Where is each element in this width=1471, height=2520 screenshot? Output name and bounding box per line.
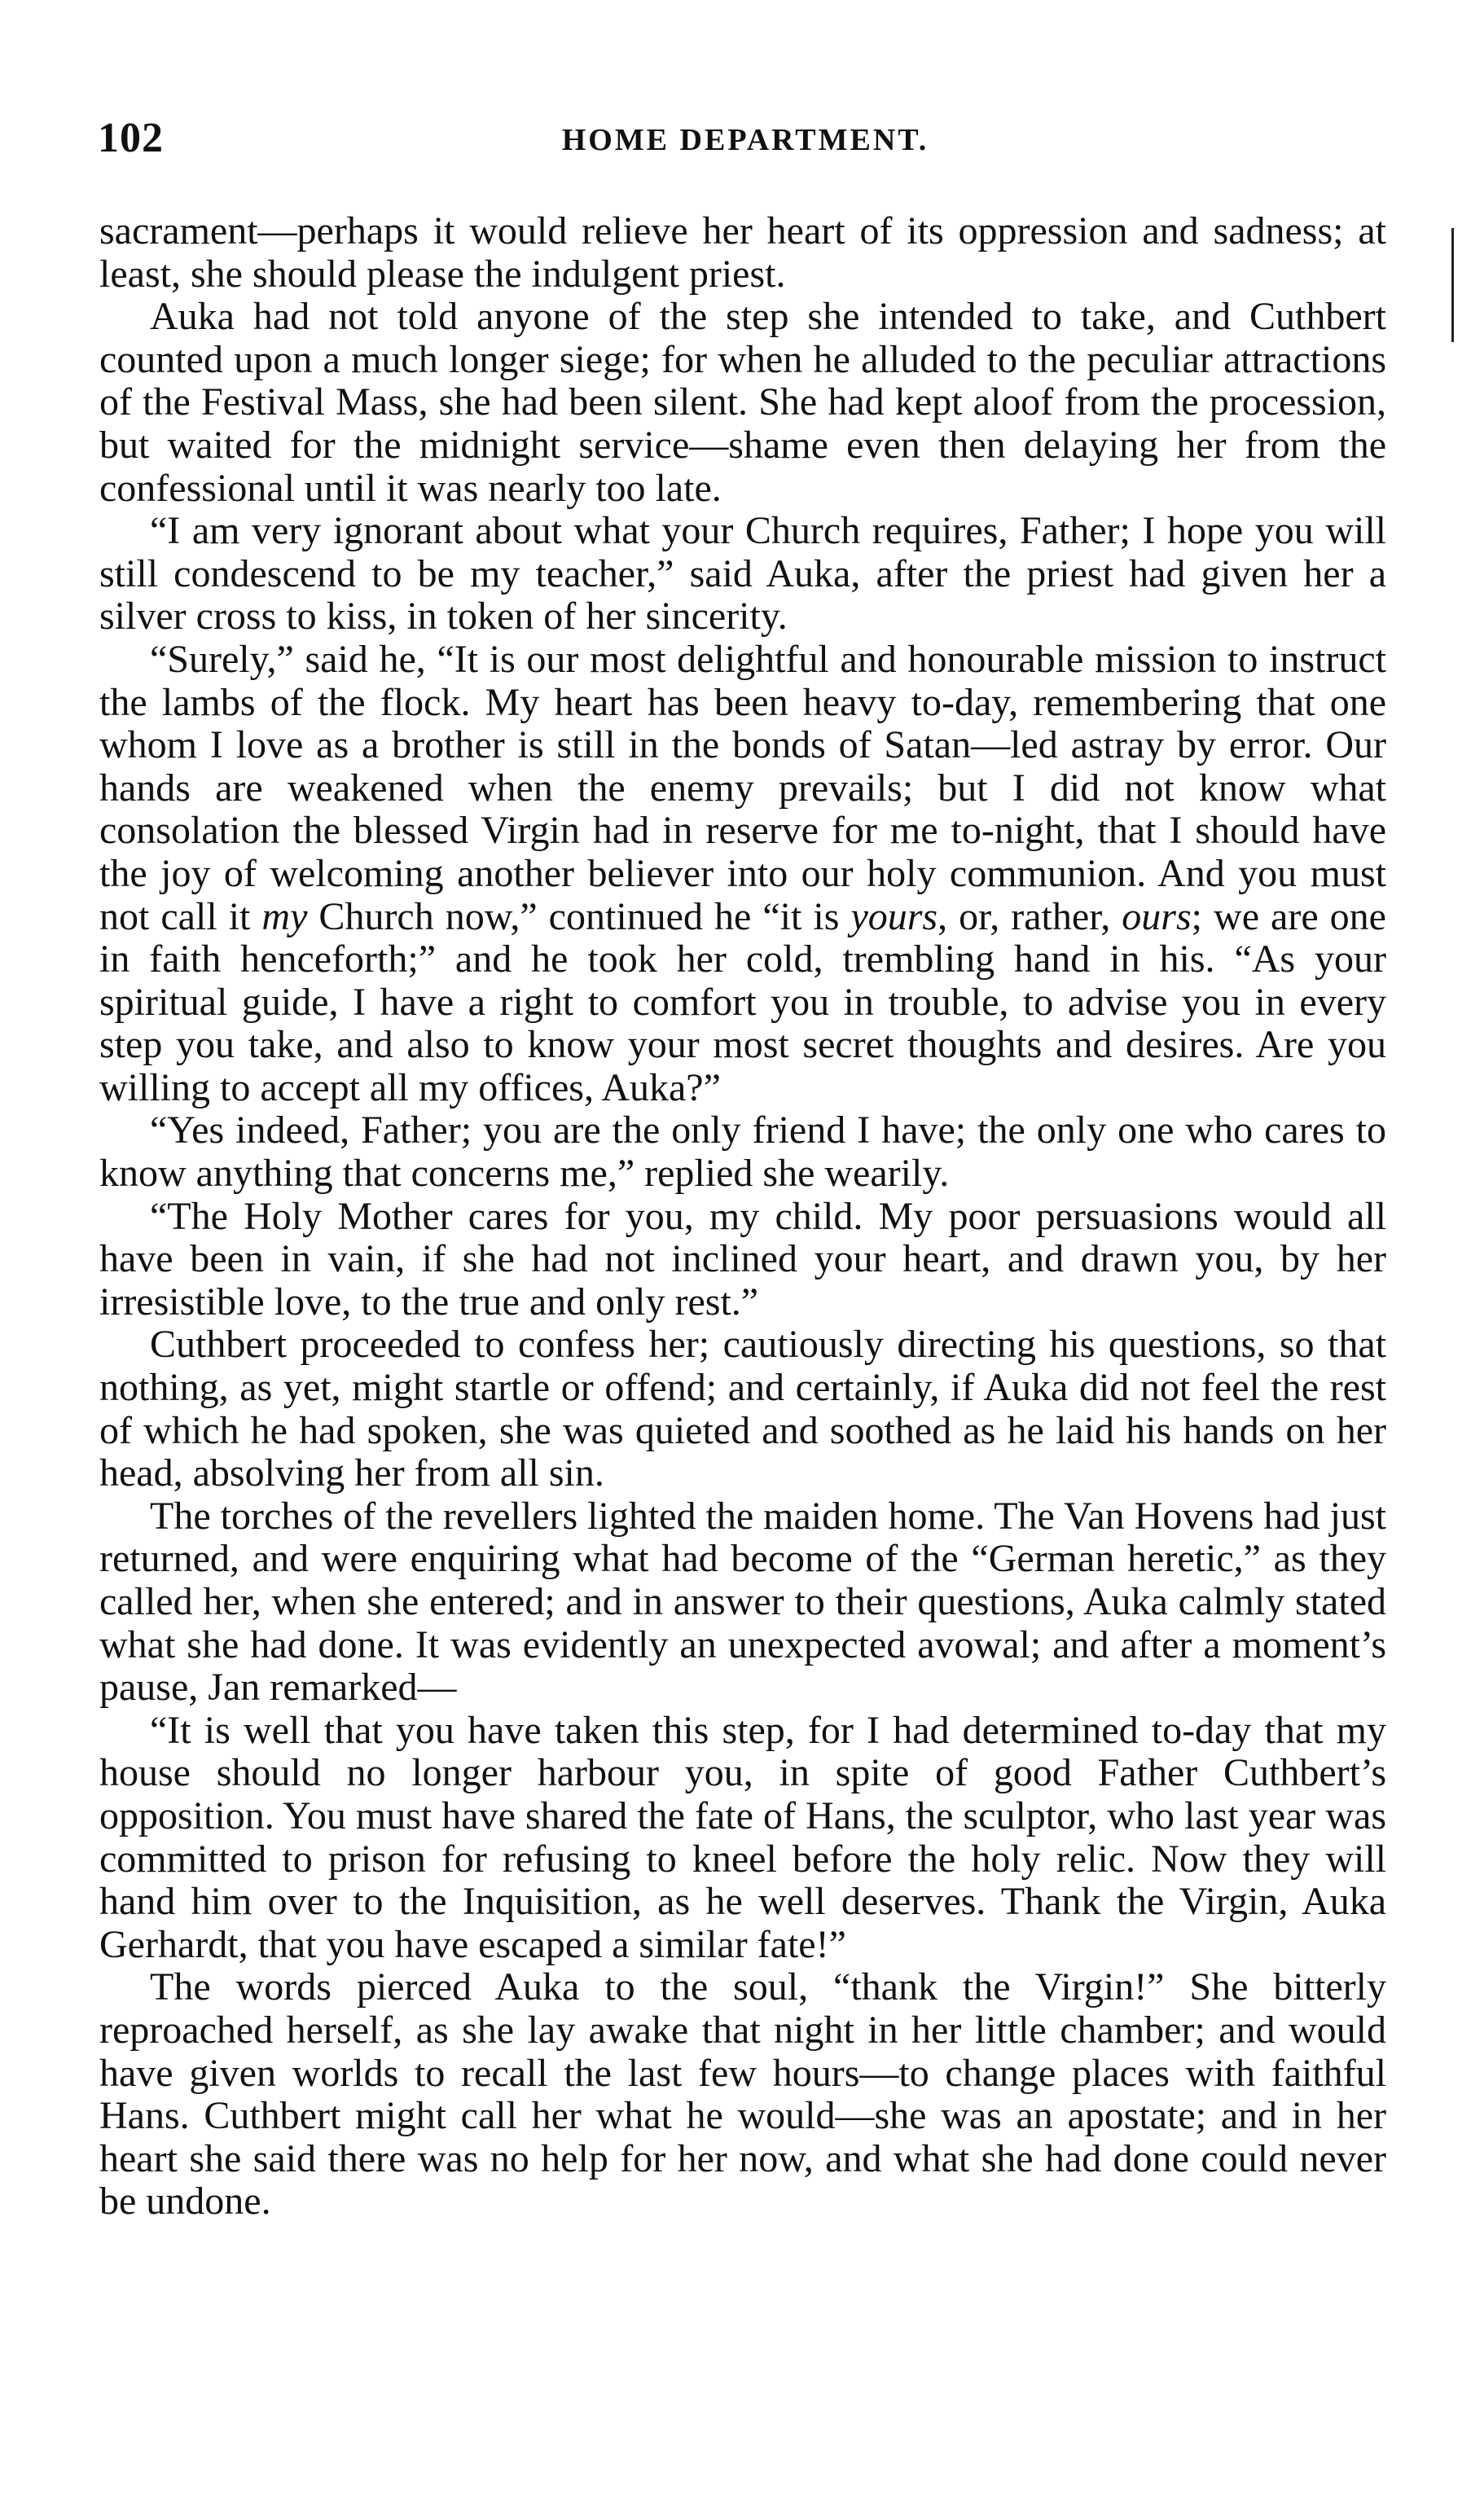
- margin-rule: [1451, 285, 1454, 342]
- paragraph: The words pierced Auka to the soul, “thank the Virgin!” She bitterly reproached herself, as she lay awake that night in her little chamber; and would have given worlds to recall the last few hours—to change places with faithful Hans. Cuthbert might call her what he would—she was an apostate; and in her heart she said there was no help for her now, and what she had done could never be undone.: [99, 1965, 1386, 2224]
- italic-text: yours: [850, 894, 938, 938]
- paragraph: Auka had not told anyone of the step she intended to take, and Cuthbert counted upon a much longer siege; for when he alluded to the peculiar attractions of the Festival Mass, she had been silent. She had kept aloof from the procession, but waited for the midnight service—shame even then delaying her from the confessional until it was nearly too late.: [99, 295, 1386, 510]
- paragraph: “I am very ignorant about what your Church requires, Father; I hope you will still condescend to be my teacher,” said Auka, after the priest had given her a silver cross to kiss, in token of her sincerity.: [99, 509, 1386, 639]
- paragraph: The torches of the revellers lighted the maiden home. The Van Hovens had just returned, and were enquiring what had become of the “German heretic,” as they called her, when she entered; and in answer to their questions, Auka calmly stated what she had done. It was evidently an unexpected avowal; and after a moment’s pause, Jan remarked—: [99, 1494, 1386, 1710]
- body-text: [99, 210, 1386, 2224]
- paragraph: “The Holy Mother cares for you, my child. My poor persuasions would all have been in vain, if she had not inclined your heart, and drawn you, by her irresistible love, to the true and only rest.”: [99, 1194, 1386, 1324]
- page-header: [98, 114, 1393, 179]
- page-number: 102: [98, 115, 164, 161]
- paragraph: “It is well that you have taken this step, for I had determined to-day that my house should no longer harbour you, in spite of good Father Cuthbert’s opposition. You must have shared the fate of Hans, the sculptor, who last year was committed to prison for refusing to kneel before the holy relic. Now they will hand him over to the Inquisition, as he well deserves. Thank the Virgin, Auka Gerhardt, that you have escaped a similar fate!”: [99, 1708, 1386, 1966]
- paragraph: [99, 639, 1386, 1110]
- running-head: HOME DEPARTMENT.: [561, 123, 929, 157]
- italic-text: my: [261, 894, 308, 938]
- paragraph: Cuthbert proceeded to confess her; cautiously directing his questions, so that nothing, as yet, might startle or offend; and certainly, if Auka did not feel the rest of which he had spoken, she was quieted and soothed as he laid his hands on her head, absolving her from all sin.: [99, 1323, 1386, 1495]
- margin-rule: [1451, 228, 1454, 293]
- italic-text: ours: [1122, 894, 1192, 938]
- text-run: ; we are one in faith henceforth;” and he took her cold, trembling hand in his. “As your spiritual guide, I have a right to comfort you in trouble, to advise you in every step you take, and also to know your most secret thoughts and desires. Are you willing to accept all my offices, Auka?”: [99, 894, 1386, 1109]
- text-run: “Surely,” said he, “It is our most delightful and honourable mission to instruct the lambs of the flock. My heart has been heavy to-day, remembering that one whom I love as a brother is still in the bonds of Satan—led astray by error. Our hands are weakened when the enemy prevails; but I did not know what consolation the blessed Virgin had in reserve for me to-night, that I should have the joy of welcoming another believer into our holy communion. And you must not call it: [99, 637, 1386, 938]
- text-run: Church now,” continued he “it is: [307, 894, 851, 938]
- text-run: , or, rather,: [937, 894, 1122, 938]
- paragraph: “Yes indeed, Father; you are the only friend I have; the only one who cares to know anything that concerns me,” replied she wearily.: [99, 1109, 1386, 1196]
- paragraph: sacrament—perhaps it would relieve her heart of its oppression and sadness; at least, she should please the indulgent priest.: [99, 209, 1386, 296]
